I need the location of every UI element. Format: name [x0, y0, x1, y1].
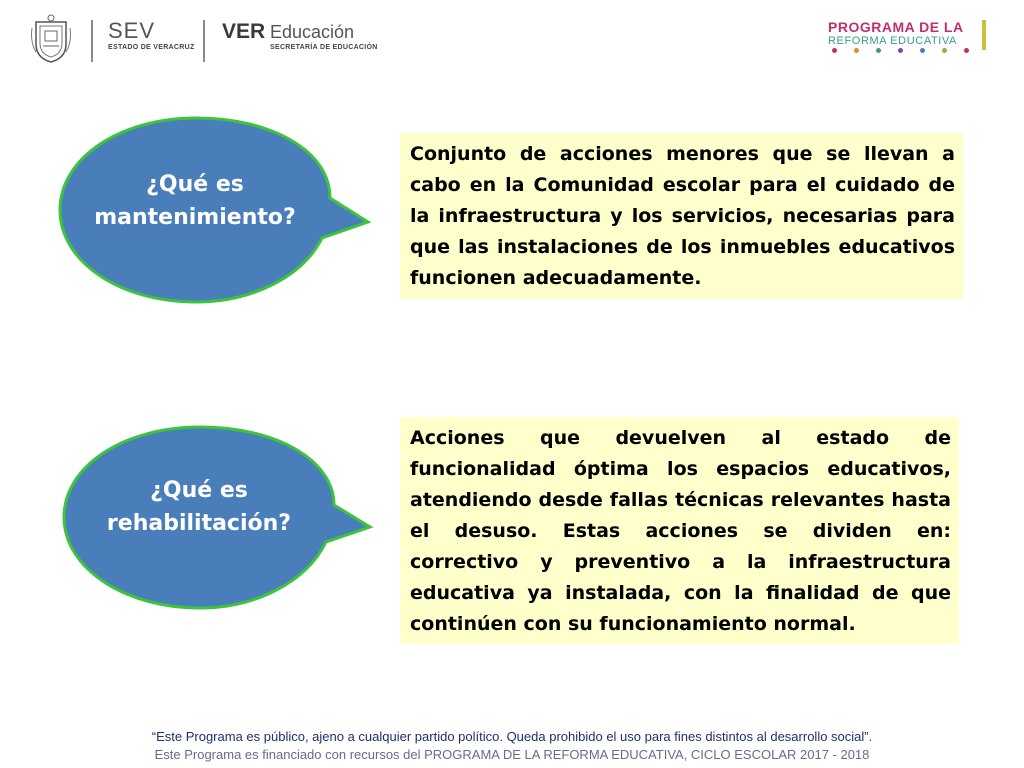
program-logo-line1: PROGRAMA DE LA [828, 19, 964, 35]
sev-logo-subtitle: ESTADO DE VERACRUZ [108, 44, 195, 51]
ver-logo-title: Educación [270, 22, 355, 42]
answer-rehabilitacion: Acciones que devuelven al estado de funcionalidad óptima los espacios educativos, atendiendo desde fallas técnicas relevantes hasta el desuso. Estas acciones se dividen en: correctivo y preventivo a la infraestructura educativa ya instalada, con la finalidad de que continúen con su funcionamiento normal. [400, 417, 959, 644]
sev-logo-title: SEV [108, 18, 156, 43]
question-rehabilitacion: ¿Qué es rehabilitación? [106, 478, 292, 536]
answer-mantenimiento: Conjunto de acciones menores que se llevan a cabo en la Comunidad escolar para el cuidado de la infraestructura y los servicios, necesarias para que las instalaciones de los inmuebles educativos funcionen adecuadamente. [400, 133, 963, 299]
footer [0, 728, 1024, 764]
ver-logo-brand: VER [222, 20, 266, 43]
ver-logo-subtitle: SECRETARÍA DE EDUCACIÓN [270, 44, 378, 51]
footer-funding: Este Programa es financiado con recursos del PROGRAMA DE LA REFORMA EDUCATIVA, CICLO ESCOLAR 2017 - 2018 [154, 747, 870, 762]
question-mantenimiento: ¿Qué es mantenimiento? [94, 172, 296, 230]
footer-disclaimer: “Este Programa es público, ajeno a cualquier partido político. Queda prohibido el uso para fines distintos al desarrollo social”. [151, 729, 873, 744]
program-logo-line2: REFORMA EDUCATIVA [828, 35, 957, 47]
